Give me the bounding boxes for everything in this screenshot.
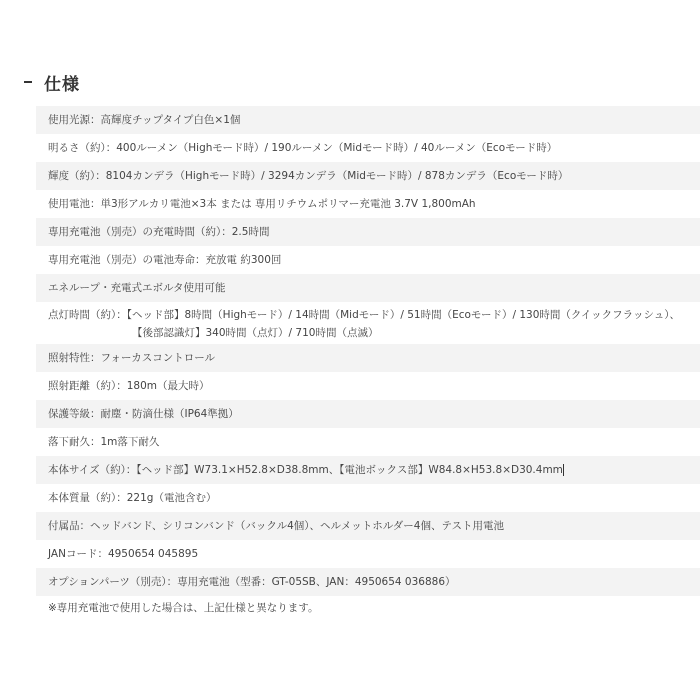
spec-row-irradiation: 照射特性：フォーカスコントロール: [36, 344, 700, 372]
spec-row-weight: 本体質量（約）：221g（電池含む）: [48, 492, 217, 504]
spec-row-battery-life: 専用充電池（別売）の電池寿命：充放電 約300回: [48, 254, 282, 266]
spec-row-accessories: 付属品：ヘッドバンド、シリコンバンド（バックル4個）、ヘルメットホルダー4個、テスト用電池: [36, 512, 700, 540]
spec-row-luminance: 輝度（約）：8104カンデラ（Highモード時）/ 3294カンデラ（Midモード時）/ 878カンデラ（Ecoモード時）: [36, 162, 700, 190]
spec-row-charge-time: 専用充電池（別売）の充電時間（約）：2.5時間: [36, 218, 700, 246]
heading-dash: [24, 81, 32, 83]
spec-row-distance: 照射距離（約）：180m（最大時）: [48, 380, 210, 392]
spec-list: [36, 106, 700, 620]
size-text: 本体サイズ（約）：【ヘッド部】W73.1×H52.8×D38.8mm、【電池ボックス部】W84.8×H53.8×D30.4mm: [48, 464, 563, 476]
spec-row-eneloop: エネループ・充電式エボルタ使用可能: [36, 274, 700, 302]
section-title: 仕様: [44, 74, 80, 95]
spec-row-lighting-time: [36, 302, 700, 344]
spec-row-jan: JANコード：4950654 045895: [48, 548, 199, 560]
spec-row-brightness: 明るさ（約）：400ルーメン（Highモード時）/ 190ルーメン（Midモード時）/ 40ルーメン（Ecoモード時）: [48, 142, 558, 154]
spec-row-light-source: 使用光源：高輝度チップタイプ白色×1個: [36, 106, 700, 134]
spec-row-size: [36, 456, 700, 484]
spec-row-drop: 落下耐久：1m落下耐久: [48, 436, 160, 448]
section-heading: [24, 70, 80, 94]
lighting-time-line2: 【後部認識灯】340時間（点灯）/ 710時間（点滅）: [132, 327, 379, 339]
lighting-time-line1: 点灯時間（約）：【ヘッド部】8時間（Highモード）/ 14時間（Midモード）/ 51時間（Ecoモード）/ 130時間（クイックフラッシュ）、: [48, 309, 681, 321]
spec-note: ※専用充電池で使用した場合は、上記仕様と異なります。: [48, 602, 319, 614]
spec-row-protection: 保護等級：耐塵・防滴仕様（IP64準拠）: [36, 400, 700, 428]
spec-row-options: オプションパーツ（別売）：専用充電池（型番：GT-05SB、JAN：4950654 036886）: [36, 568, 700, 596]
spec-row-battery: 使用電池：単3形アルカリ電池×3本 または 専用リチウムポリマー充電池 3.7V 1,800mAh: [48, 198, 476, 210]
text-cursor: [563, 464, 564, 476]
